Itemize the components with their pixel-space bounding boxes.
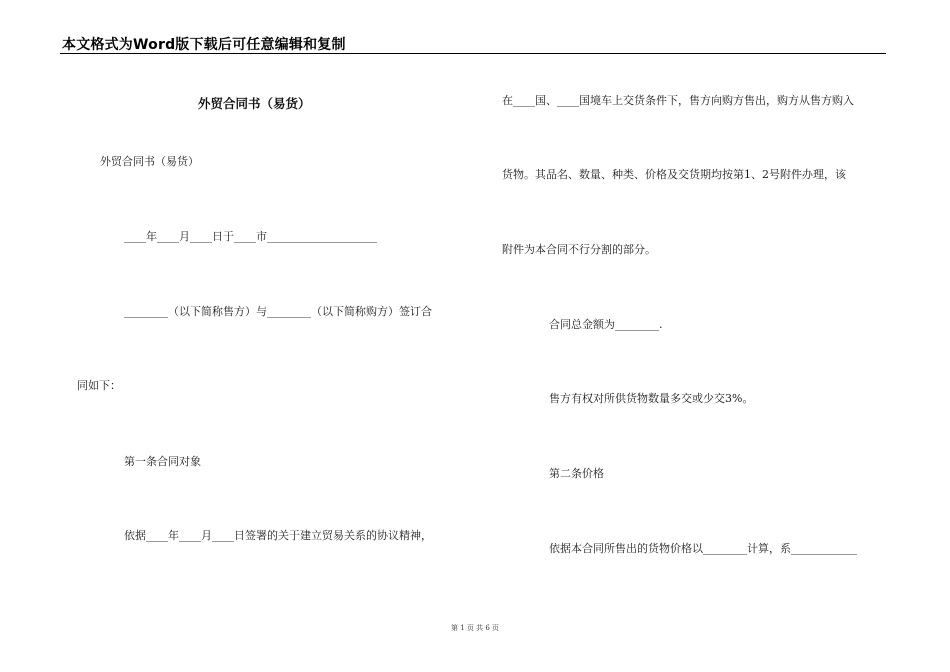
article-1-heading: 第一条合同对象 [124,455,201,468]
page-number: 第 1 页 共 6 页 [450,624,500,632]
header-divider [60,53,886,54]
contract-heading: 外贸合同书（易货） [100,155,199,168]
parties-line: ________（以下简称售方）与________（以下简称购方）签订合 [124,305,432,318]
document-title: 外贸合同书（易货） [198,96,311,111]
parties-line-continued: 同如下： [77,379,121,392]
annex-line: 附件为本合同不行分割的部分。 [502,243,656,256]
article-2-heading: 第二条价格 [549,467,604,480]
price-basis-line: 依据本合同所售出的货物价格以________计算，系____________ [549,542,857,555]
date-place-line: ____年____月____日于____市____________________ [124,230,377,243]
quantity-tolerance-line: 售方有权对所供货物数量多交或少交3%。 [549,392,754,405]
delivery-terms-line: 在____国、____国境车上交货条件下，售方向购方售出，购方从售方购入 [502,94,854,107]
goods-details-line: 货物。其品名、数量、种类、价格及交货期均按第1、2号附件办理，该 [502,168,846,181]
document-banner: 本文格式为Word版下载后可任意编辑和复制 [62,37,346,53]
article-1-text: 依据____年____月____日签署的关于建立贸易关系的协议精神， [124,529,432,542]
total-amount-line: 合同总金额为________. [549,318,663,331]
